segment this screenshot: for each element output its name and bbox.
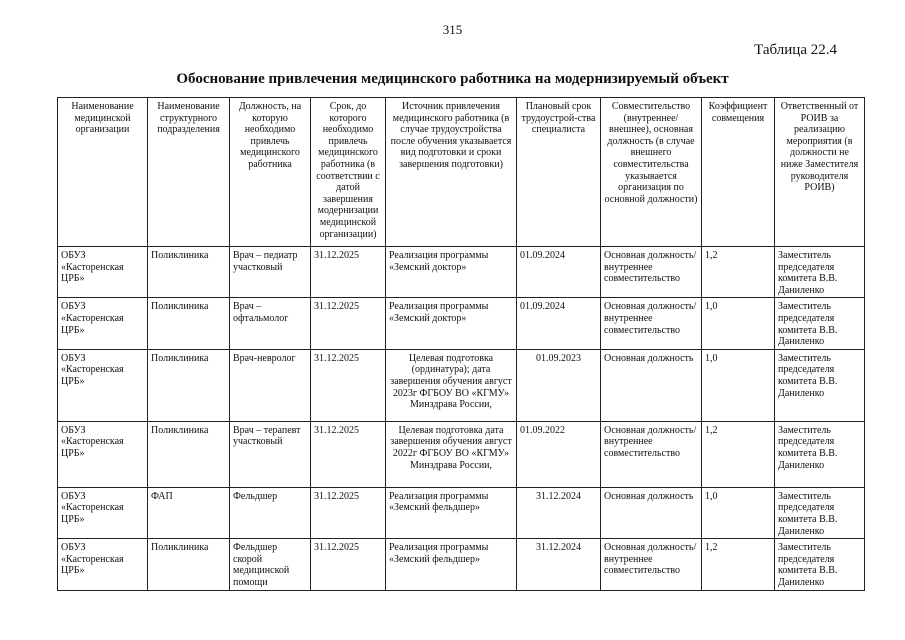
cell-source: Реализация программы «Земский доктор» — [386, 298, 517, 349]
col-header-responsible: Ответственный от РОИВ за реализацию мероприятия (в должности не ниже Заместителя руководителя РОИВ) — [775, 98, 865, 247]
cell-planned-date: 31.12.2024 — [517, 539, 601, 590]
cell-combination: Основная должность/ внутреннее совместительство — [601, 421, 702, 487]
page-number: 315 — [442, 22, 463, 37]
col-header-deadline: Срок, до которого необходимо привлечь медицинского работника (в соответствии с датой завершения модернизации медицинской организации) — [311, 98, 386, 247]
cell-source: Реализация программы «Земский доктор» — [386, 247, 517, 298]
table-row — [58, 298, 865, 349]
cell-planned-date: 01.09.2023 — [517, 349, 601, 421]
cell-position: Врач-невролог — [230, 349, 311, 421]
cell-combination: Основная должность — [601, 487, 702, 538]
cell-combination: Основная должность/ внутреннее совместительство — [601, 539, 702, 590]
cell-source: Целевая подготовка (ординатура); дата завершения обучения август 2023г ФГБОУ ВО «КГМУ» Минздрава России, — [386, 349, 517, 421]
cell-responsible: Заместитель председателя комитета В.В. Даниленко — [775, 487, 865, 538]
table-row — [58, 247, 865, 298]
cell-planned-date: 01.09.2022 — [517, 421, 601, 487]
col-header-position: Должность, на которую необходимо привлечь медицинского работника — [230, 98, 311, 247]
header-row — [58, 98, 865, 247]
table-row — [58, 349, 865, 421]
col-header-organization: Наименование медицинской организации — [58, 98, 148, 247]
col-header-department: Наименование структурного подразделения — [148, 98, 230, 247]
table-label: Таблица 22.4 — [754, 42, 837, 58]
cell-position: Врач – педиатр участковый — [230, 247, 311, 298]
cell-coefficient: 1,2 — [702, 421, 775, 487]
cell-deadline: 31.12.2025 — [311, 298, 386, 349]
cell-source: Реализация программы «Земский фельдшер» — [386, 487, 517, 538]
cell-coefficient: 1,2 — [702, 539, 775, 590]
cell-combination: Основная должность/ внутреннее совместительство — [601, 247, 702, 298]
cell-coefficient: 1,0 — [702, 298, 775, 349]
cell-combination: Основная должность/ внутреннее совместительство — [601, 298, 702, 349]
cell-deadline: 31.12.2025 — [311, 247, 386, 298]
cell-position: Врач – терапевт участковый — [230, 421, 311, 487]
col-header-source: Источник привлечения медицинского работника (в случае трудоустройства после обучения указывается вид подготовки и сроки завершения подготовки) — [386, 98, 517, 247]
cell-department: Поликлиника — [148, 421, 230, 487]
cell-planned-date: 01.09.2024 — [517, 247, 601, 298]
cell-department: Поликлиника — [148, 349, 230, 421]
cell-planned-date: 31.12.2024 — [517, 487, 601, 538]
cell-planned-date: 01.09.2024 — [517, 298, 601, 349]
table-row — [58, 539, 865, 590]
cell-responsible: Заместитель председателя комитета В.В. Даниленко — [775, 298, 865, 349]
col-header-combination: Совместительство (внутреннее/ внешнее), основная должность (в случае внешнего совместительства указывается организация по основной должности) — [601, 98, 702, 247]
cell-responsible: Заместитель председателя комитета В.В. Даниленко — [775, 247, 865, 298]
cell-organization: ОБУЗ «Касторенская ЦРБ» — [58, 349, 148, 421]
cell-department: ФАП — [148, 487, 230, 538]
cell-position: Врач – офтальмолог — [230, 298, 311, 349]
col-header-planned-date: Плановый срок трудоустрой-ства специалиста — [517, 98, 601, 247]
staffing-table — [57, 97, 865, 591]
cell-organization: ОБУЗ «Касторенская ЦРБ» — [58, 247, 148, 298]
cell-coefficient: 1,0 — [702, 349, 775, 421]
cell-department: Поликлиника — [148, 539, 230, 590]
cell-coefficient: 1,2 — [702, 247, 775, 298]
cell-deadline: 31.12.2025 — [311, 539, 386, 590]
cell-position: Фельдшер скорой медицинской помощи — [230, 539, 311, 590]
cell-responsible: Заместитель председателя комитета В.В. Даниленко — [775, 349, 865, 421]
cell-deadline: 31.12.2025 — [311, 349, 386, 421]
cell-deadline: 31.12.2025 — [311, 421, 386, 487]
cell-organization: ОБУЗ «Касторенская ЦРБ» — [58, 487, 148, 538]
cell-source: Реализация программы «Земский фельдшер» — [386, 539, 517, 590]
cell-organization: ОБУЗ «Касторенская ЦРБ» — [58, 539, 148, 590]
cell-organization: ОБУЗ «Касторенская ЦРБ» — [58, 421, 148, 487]
cell-responsible: Заместитель председателя комитета В.В. Даниленко — [775, 421, 865, 487]
cell-department: Поликлиника — [148, 298, 230, 349]
document-title: Обоснование привлечения медицинского работника на модернизируемый объект — [176, 71, 729, 87]
col-header-coefficient: Коэффициент совмещения — [702, 98, 775, 247]
cell-combination: Основная должность — [601, 349, 702, 421]
table-row — [58, 421, 865, 487]
cell-responsible: Заместитель председателя комитета В.В. Даниленко — [775, 539, 865, 590]
cell-deadline: 31.12.2025 — [311, 487, 386, 538]
cell-position: Фельдшер — [230, 487, 311, 538]
cell-coefficient: 1,0 — [702, 487, 775, 538]
cell-source: Целевая подготовка дата завершения обучения август 2022г ФГБОУ ВО «КГМУ» Минздрава России, — [386, 421, 517, 487]
table-row — [58, 487, 865, 538]
cell-department: Поликлиника — [148, 247, 230, 298]
cell-organization: ОБУЗ «Касторенская ЦРБ» — [58, 298, 148, 349]
